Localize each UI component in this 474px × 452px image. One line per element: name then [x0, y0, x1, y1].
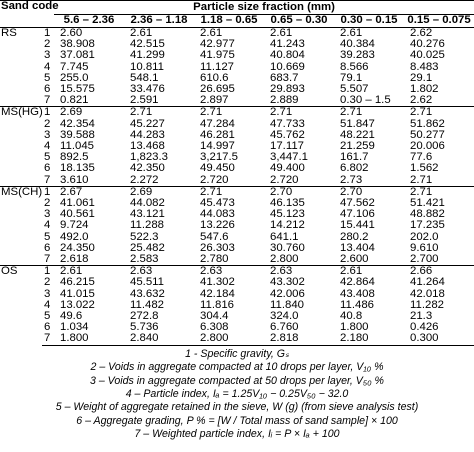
value-cell: 42.864 [340, 276, 375, 289]
value-cell: 47.562 [340, 197, 375, 210]
value-cell: 43.408 [340, 287, 375, 300]
value-cell: 892.5 [60, 151, 89, 164]
value-cell: 3,217.5 [200, 151, 239, 164]
value-cell: 2.591 [130, 94, 159, 107]
value-cell: 2.840 [124, 333, 194, 345]
fraction-header: 0.30 – 0.15 [334, 15, 404, 28]
value-cell: 41.299 [130, 49, 165, 62]
value-cell: 0.30 – 1.5 [340, 94, 391, 107]
row-index-cell: 3 [44, 128, 51, 141]
value-cell: 45.123 [270, 208, 305, 221]
value-cell: 45.473 [200, 197, 235, 210]
table-row [0, 50, 474, 61]
row-index-cell: 5 [44, 230, 51, 243]
value-cell: 37.081 [60, 49, 95, 62]
value-cell: 40.561 [60, 208, 95, 221]
value-cell: 2.600 [340, 253, 369, 266]
value-cell: 43.302 [270, 276, 305, 289]
value-cell: 2.897 [200, 94, 229, 107]
row-index-cell: 5 [44, 151, 51, 164]
note-line: 7 – Weighted particle index, Iᵢ = P × Iₐ + 100 [134, 428, 340, 441]
value-cell: 2.66 [404, 266, 474, 278]
value-cell: 42.350 [130, 162, 165, 175]
value-cell: 2.800 [270, 253, 299, 266]
value-cell: 21.259 [340, 140, 375, 153]
value-cell: 1.800 [340, 321, 369, 334]
row-index-cell: 3 [44, 49, 51, 62]
fraction-title-header: Particle size fraction (mm) [54, 1, 474, 15]
table-row [0, 254, 474, 266]
value-cell: 2.800 [194, 333, 264, 345]
value-cell: 2.618 [60, 253, 89, 266]
note-line: 1 - Specific gravity, Gₛ [185, 347, 289, 360]
value-cell: 2.70 [334, 186, 404, 198]
value-cell: 26.303 [200, 241, 235, 254]
row-index-cell: 4 [44, 298, 51, 311]
value-cell: 17.235 [410, 219, 445, 232]
value-cell: 29.1 [410, 71, 433, 84]
value-cell: 47.106 [340, 208, 375, 221]
value-cell: 2.180 [334, 333, 404, 345]
row-index-cell: 7 [42, 333, 54, 345]
value-cell: 272.8 [130, 310, 159, 323]
value-cell: 42.354 [60, 117, 95, 130]
value-cell: 13.022 [60, 298, 95, 311]
value-cell: 41.302 [200, 276, 235, 289]
value-cell: 2.60 [54, 28, 124, 40]
note-line: 6 – Aggregate grading, P % = [W / Total mass of sand sample] × 100 [76, 414, 398, 427]
value-cell: 17.117 [270, 140, 305, 153]
value-cell: 44.083 [200, 208, 235, 221]
value-cell: 11.840 [270, 298, 305, 311]
row-index-cell: 2 [44, 38, 51, 51]
fraction-header: 0.15 – 0.075 [404, 15, 474, 28]
value-cell: 8.483 [410, 60, 439, 73]
value-cell: 46.135 [270, 197, 305, 210]
value-cell: 2.61 [194, 28, 264, 40]
table-row [0, 175, 474, 187]
value-cell: 2.61 [124, 28, 194, 40]
value-cell: 2.780 [200, 253, 229, 266]
value-cell: 2.71 [194, 107, 264, 119]
note-line: 5 – Weight of aggregate retained in the sieve, W (g) (from sieve analysis test) [55, 401, 419, 414]
fraction-header: 2.36 – 1.18 [124, 15, 194, 28]
value-cell: 1.802 [410, 83, 439, 96]
value-cell: 492.0 [60, 230, 89, 243]
value-cell: 51.847 [340, 117, 375, 130]
value-cell: 161.7 [340, 151, 369, 164]
value-cell: 79.1 [340, 71, 363, 84]
value-cell: 51.862 [410, 117, 445, 130]
value-cell: 2.889 [270, 94, 299, 107]
value-cell: 0.300 [404, 333, 474, 345]
value-cell: 47.284 [200, 117, 235, 130]
row-index-cell: 2 [44, 197, 51, 210]
value-cell: 2.61 [54, 266, 124, 278]
value-cell: 41.264 [410, 276, 445, 289]
table-row [0, 277, 474, 288]
value-cell: 46.281 [200, 128, 235, 141]
value-cell: 9.724 [60, 219, 89, 232]
row-index-cell: 7 [44, 173, 51, 186]
value-cell: 255.0 [60, 71, 89, 84]
value-cell: 26.695 [200, 83, 235, 96]
note-line: 3 – Voids in aggregate compacted at 50 drops per layer, V₅₀ % [90, 374, 384, 387]
value-cell: 2.62 [404, 28, 474, 40]
row-index-cell: 4 [44, 219, 51, 232]
value-cell: 48.882 [410, 208, 445, 221]
value-cell: 48.221 [340, 128, 375, 141]
value-cell: 2.61 [334, 28, 404, 40]
value-cell: 33.476 [130, 83, 165, 96]
table-row [0, 95, 474, 107]
value-cell: 0.426 [410, 321, 439, 334]
row-index-cell: 1 [42, 186, 54, 198]
row-index-cell: 2 [44, 117, 51, 130]
value-cell: 280.2 [340, 230, 369, 243]
value-cell: 641.1 [270, 230, 299, 243]
sand-code-cell: OS [0, 266, 42, 345]
row-index-cell: 4 [44, 60, 51, 73]
table-row [0, 107, 474, 119]
row-index-cell: 5 [44, 71, 51, 84]
value-cell: 11.486 [340, 298, 375, 311]
table-notes [0, 348, 474, 442]
value-cell: 11.282 [410, 298, 445, 311]
value-cell: 2.71 [194, 186, 264, 198]
value-cell: 45.227 [130, 117, 165, 130]
row-index-cell: 6 [44, 162, 51, 175]
value-cell: 15.441 [340, 219, 375, 232]
value-cell: 8.566 [340, 60, 369, 73]
value-cell: 39.283 [340, 49, 375, 62]
value-cell: 2.63 [124, 266, 194, 278]
value-cell: 5.736 [130, 321, 159, 334]
value-cell: 38.908 [60, 38, 95, 51]
fraction-header: 0.65 – 0.30 [264, 15, 334, 28]
value-cell: 45.762 [270, 128, 305, 141]
fraction-header: 1.18 – 0.65 [194, 15, 264, 28]
row-index-cell: 2 [44, 276, 51, 289]
value-cell: 522.3 [130, 230, 159, 243]
table-row [0, 163, 474, 174]
value-cell: 11.045 [60, 140, 95, 153]
value-cell: 42.515 [130, 38, 165, 51]
row-index-cell: 6 [44, 321, 51, 334]
value-cell: 2.71 [404, 107, 474, 119]
value-cell: 11.288 [130, 219, 165, 232]
sand-code-cell: MS(CH) [0, 186, 42, 265]
value-cell: 42.018 [410, 287, 445, 300]
value-cell: 2.62 [410, 94, 433, 107]
value-cell: 42.977 [200, 38, 235, 51]
value-cell: 45.511 [130, 276, 165, 289]
value-cell: 610.6 [200, 71, 229, 84]
value-cell: 11.816 [200, 298, 235, 311]
value-cell: 13.404 [340, 241, 375, 254]
value-cell: 6.802 [340, 162, 369, 175]
table-row [0, 333, 474, 345]
sand-code-cell: MS(HG) [0, 107, 42, 186]
value-cell: 1.800 [54, 333, 124, 345]
value-cell: 1.034 [60, 321, 89, 334]
sand-code-header: Sand code [0, 1, 54, 28]
value-cell: 39.588 [60, 128, 95, 141]
value-cell: 548.1 [130, 71, 159, 84]
header-row-2 [0, 15, 474, 28]
value-cell: 42.184 [200, 287, 235, 300]
value-cell: 20.006 [410, 140, 445, 153]
value-cell: 2.272 [130, 173, 159, 186]
value-cell: 44.082 [130, 197, 165, 210]
value-cell: 29.893 [270, 83, 305, 96]
value-cell: 47.733 [270, 117, 305, 130]
value-cell: 2.63 [194, 266, 264, 278]
value-cell: 5.507 [340, 83, 369, 96]
value-cell: 14.997 [200, 140, 235, 153]
value-cell: 30.760 [270, 241, 305, 254]
value-cell: 41.061 [60, 197, 95, 210]
value-cell: 24.350 [60, 241, 95, 254]
value-cell: 13.468 [130, 140, 165, 153]
note-line: 4 – Particle index, Iₐ = 1.25V₁₀ − 0.25V₅₀ − 32.0 [125, 387, 349, 400]
value-cell: 21.3 [410, 310, 433, 323]
table-body [0, 28, 474, 346]
value-cell: 15.575 [60, 83, 95, 96]
header-row-1 [0, 1, 474, 15]
value-cell: 2.61 [334, 266, 404, 278]
row-index-cell: 1 [42, 266, 54, 278]
value-cell: 547.6 [200, 230, 229, 243]
value-cell: 3.610 [60, 173, 89, 186]
value-cell: 2.700 [410, 253, 439, 266]
value-cell: 43.121 [130, 208, 165, 221]
value-cell: 49.6 [60, 310, 83, 323]
row-index-cell: 3 [44, 208, 51, 221]
value-cell: 10.811 [130, 60, 165, 73]
row-index-cell: 4 [44, 140, 51, 153]
value-cell: 2.71 [264, 107, 334, 119]
value-cell: 44.283 [130, 128, 165, 141]
value-cell: 43.632 [130, 287, 165, 300]
row-index-cell: 3 [44, 287, 51, 300]
value-cell: 77.6 [410, 151, 433, 164]
value-cell: 2.73 [340, 173, 363, 186]
value-cell: 1.562 [410, 162, 439, 175]
value-cell: 2.63 [264, 266, 334, 278]
value-cell: 2.69 [54, 107, 124, 119]
value-cell: 11.482 [130, 298, 165, 311]
value-cell: 9.610 [410, 241, 439, 254]
value-cell: 2.71 [124, 107, 194, 119]
note-line: 2 – Voids in aggregate compacted at 10 drops per layer, V₁₀ % [90, 361, 384, 374]
value-cell: 324.0 [270, 310, 299, 323]
value-cell: 13.226 [200, 219, 235, 232]
value-cell: 46.215 [60, 276, 95, 289]
value-cell: 41.975 [200, 49, 235, 62]
value-cell: 2.69 [124, 186, 194, 198]
row-index-cell: 1 [42, 28, 54, 40]
table-row [0, 220, 474, 231]
fraction-header: 5.6 – 2.36 [54, 15, 124, 28]
row-index-cell: 7 [44, 94, 51, 107]
sand-code-cell: RS [0, 28, 42, 107]
value-cell: 41.243 [270, 38, 305, 51]
row-index-cell: 7 [44, 253, 51, 266]
value-cell: 2.720 [270, 173, 299, 186]
value-cell: 2.720 [200, 173, 229, 186]
value-cell: 7.745 [60, 60, 89, 73]
value-cell: 10.669 [270, 60, 305, 73]
value-cell: 2.70 [264, 186, 334, 198]
value-cell: 40.384 [340, 38, 375, 51]
value-cell: 2.71 [410, 173, 433, 186]
value-cell: 51.421 [410, 197, 445, 210]
value-cell: 2.818 [264, 333, 334, 345]
value-cell: 11.127 [200, 60, 235, 73]
value-cell: 49.450 [200, 162, 235, 175]
value-cell: 42.006 [270, 287, 305, 300]
value-cell: 2.61 [264, 28, 334, 40]
row-index-cell: 6 [44, 83, 51, 96]
value-cell: 202.0 [410, 230, 439, 243]
value-cell: 18.135 [60, 162, 95, 175]
row-index-cell: 5 [44, 310, 51, 323]
value-cell: 41.015 [60, 287, 95, 300]
value-cell: 2.67 [54, 186, 124, 198]
value-cell: 40.025 [410, 49, 445, 62]
value-cell: 40.276 [410, 38, 445, 51]
row-index-cell: 6 [44, 241, 51, 254]
value-cell: 14.212 [270, 219, 305, 232]
value-cell: 40.804 [270, 49, 305, 62]
value-cell: 2.71 [334, 107, 404, 119]
value-cell: 1,823.3 [130, 151, 169, 164]
value-cell: 6.760 [270, 321, 299, 334]
value-cell: 0.821 [60, 94, 89, 107]
value-cell: 683.7 [270, 71, 299, 84]
value-cell: 6.308 [200, 321, 229, 334]
value-cell: 40.8 [340, 310, 363, 323]
value-cell: 3,447.1 [270, 151, 309, 164]
value-cell: 49.400 [270, 162, 305, 175]
value-cell: 2.71 [404, 186, 474, 198]
value-cell: 50.277 [410, 128, 445, 141]
value-cell: 304.4 [200, 310, 229, 323]
row-index-cell: 1 [42, 107, 54, 119]
value-cell: 2.583 [130, 253, 159, 266]
value-cell: 25.482 [130, 241, 165, 254]
